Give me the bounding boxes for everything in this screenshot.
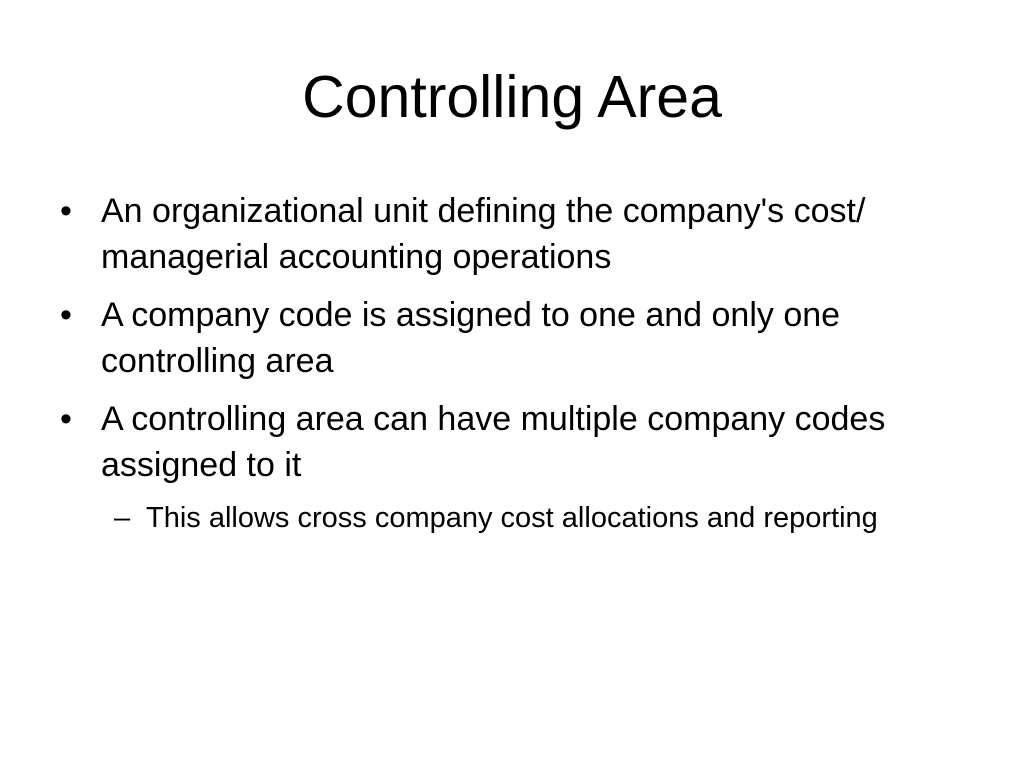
- bullet-text: A company code is assigned to one and only one controlling area: [101, 296, 841, 380]
- bullet-list: [56, 188, 936, 539]
- sub-bullet-marker: –: [114, 502, 131, 534]
- bullet-item: [56, 188, 936, 280]
- bullet-marker: •: [60, 192, 72, 230]
- bullet-item: [56, 292, 936, 384]
- sub-bullet-text: This allows cross company cost allocations and reporting: [146, 502, 878, 534]
- bullet-text: A controlling area can have multiple company codes assigned to it: [101, 400, 886, 484]
- sub-bullet-list: [101, 498, 936, 539]
- bullet-marker: •: [60, 296, 72, 334]
- slide-title: Controlling Area: [302, 64, 722, 130]
- bullet-text: An organizational unit defining the company's cost/ managerial accounting operations: [101, 192, 866, 276]
- bullet-item: [56, 396, 936, 539]
- bullet-marker: •: [60, 400, 72, 438]
- slide-content: [56, 188, 936, 539]
- sub-bullet-item: [101, 498, 936, 539]
